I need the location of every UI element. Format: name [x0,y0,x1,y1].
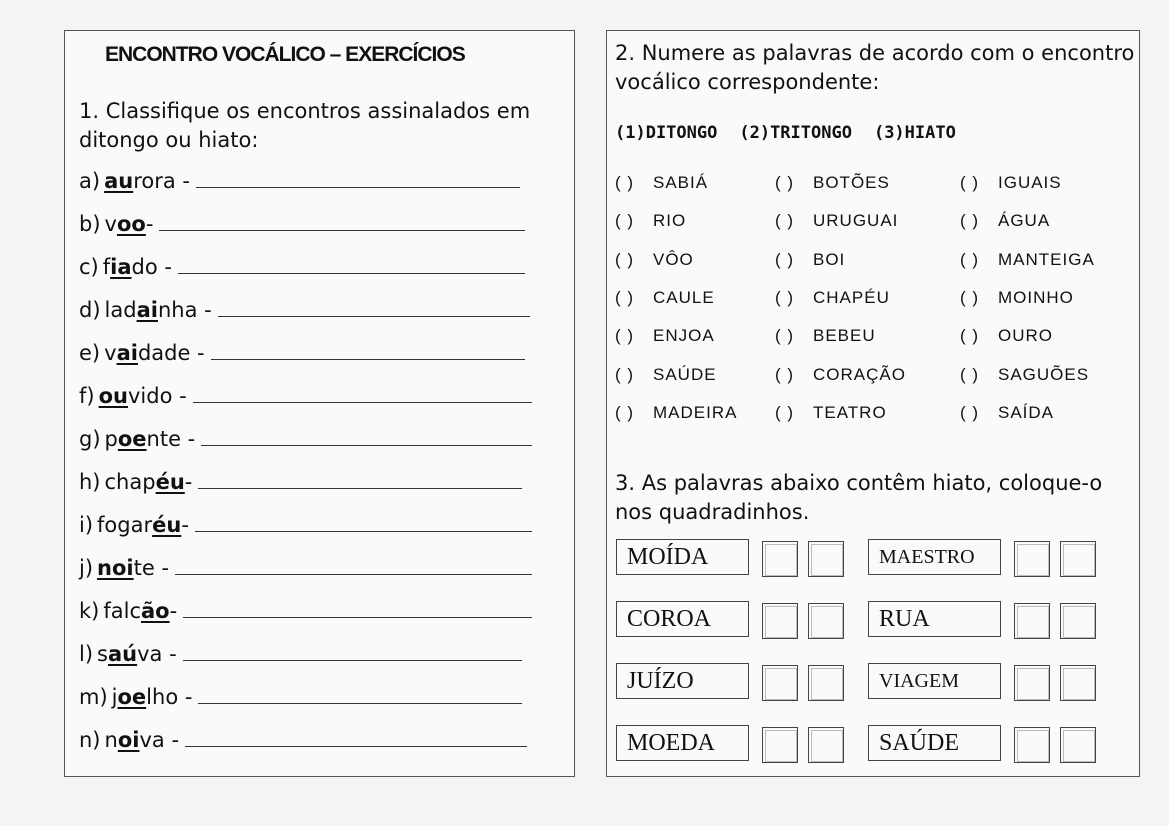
worksheet-title: ENCONTRO VOCÁLICO – EXERCÍCIOS [105,43,465,66]
hiato-word-box: MAESTRO [868,539,1001,575]
number-slot[interactable]: ( ) [960,326,980,346]
hiato-word-box: VIAGEM [868,663,1001,699]
highlighted-encounter: oi [117,728,140,752]
exercise-item [79,298,530,322]
grid-word-item [615,250,694,270]
item-label: m) [79,685,108,709]
answer-line[interactable] [183,616,532,618]
grid-word: IGUAIS [998,173,1062,192]
grid-word-item [615,365,717,385]
grid-word-item [960,288,1074,308]
grid-word-item [960,250,1095,270]
grid-word: CORAÇÃO [813,364,906,384]
word-suffix: dade - [137,341,205,365]
answer-square[interactable] [1014,727,1050,763]
item-label: e) [79,341,101,365]
word-prefix: s [97,642,108,666]
word-prefix: lad [104,298,137,322]
grid-word: ENJOA [653,326,715,346]
number-slot[interactable]: ( ) [615,326,635,346]
grid-word-item [615,173,708,193]
legend-ditongo: (1)DITONGO [615,123,718,143]
answer-square[interactable] [1060,727,1096,763]
word-suffix: - [181,513,189,537]
word-suffix: do - [131,255,172,279]
grid-word: SAÍDA [998,402,1055,422]
grid-word: SABIÁ [653,173,709,192]
answer-square[interactable] [1014,665,1050,701]
answer-line[interactable] [193,401,532,403]
grid-word: RIO [653,211,687,231]
number-slot[interactable]: ( ) [615,287,635,307]
grid-word: BOTÕES [813,173,890,192]
grid-word: TEATRO [813,402,887,422]
number-slot[interactable]: ( ) [775,326,795,346]
grid-word-item [615,211,686,231]
answer-square[interactable] [808,603,844,639]
word-prefix: falc [103,599,142,623]
grid-word-item [960,403,1054,423]
legend-hiato: (3)HIATO [873,123,956,143]
item-label: l) [79,642,94,666]
highlighted-encounter: au [104,169,134,193]
item-label: k) [79,599,100,623]
grid-word: ÁGUA [998,211,1051,231]
number-slot[interactable]: ( ) [615,173,635,192]
number-slot[interactable]: ( ) [960,249,980,269]
word-prefix: fogar [97,513,153,537]
grid-word: SAÚDE [653,364,717,384]
number-slot[interactable]: ( ) [775,211,795,231]
grid-word: CAULE [653,287,715,307]
word-suffix: lho - [146,685,193,709]
item-label: c) [79,255,99,279]
answer-square[interactable] [1014,541,1050,577]
exercise-item [79,427,532,451]
item-label: j) [79,556,94,580]
exercise-item [79,384,532,408]
grid-word: SAGUÕES [998,364,1090,384]
hiato-word-box: SAÚDE [868,725,1001,761]
grid-word: BEBEU [813,326,876,346]
word-suffix: nha - [157,298,212,322]
word-suffix: rora - [133,169,190,193]
word-suffix: - [145,212,154,236]
legend-tritongo: (2)TRITONGO [739,123,852,143]
hiato-word-box: RUA [868,601,1001,637]
question-3: 3. As palavras abaixo contêm hiato, coloque-o nos quadradinhos. [615,471,1103,524]
number-slot[interactable]: ( ) [775,287,795,307]
answer-square[interactable] [808,541,844,577]
hiato-word-box: JUÍZO [616,663,749,699]
highlighted-encounter: oe [117,427,147,451]
exercise-item [79,212,525,236]
question-1: 1. Classifique os encontros assinalados em ditongo ou hiato: [79,99,531,152]
number-slot[interactable]: ( ) [775,249,795,269]
item-label: i) [79,513,94,537]
word-suffix: te - [133,556,170,580]
number-slot[interactable]: ( ) [960,173,980,192]
item-label: g) [79,427,101,451]
answer-square[interactable] [762,665,798,701]
left-worksheet-panel [64,30,575,777]
answer-line[interactable] [198,702,522,704]
answer-line[interactable] [201,444,532,446]
answer-square[interactable] [1060,541,1096,577]
highlighted-encounter: éu [152,513,182,537]
number-slot[interactable]: ( ) [960,402,980,422]
item-label: n) [79,728,101,752]
item-label: d) [79,298,101,322]
grid-word-item [615,403,737,423]
word-prefix: v [104,212,117,236]
answer-square[interactable] [1060,665,1096,701]
grid-word: OURO [998,326,1053,346]
word-suffix: va - [137,642,177,666]
number-slot[interactable]: ( ) [615,211,635,231]
answer-square[interactable] [1060,603,1096,639]
highlighted-encounter: oo [116,212,146,236]
grid-word-item [960,211,1050,231]
question-2: 2. Numere as palavras de acordo com o encontro vocálico correspondente: [615,41,1135,94]
grid-word: VÔO [653,249,694,269]
answer-square[interactable] [762,727,798,763]
highlighted-encounter: éu [155,470,185,494]
number-slot[interactable]: ( ) [775,173,795,192]
answer-line[interactable] [195,530,532,532]
exercise-item [79,642,522,666]
highlighted-encounter: ai [136,298,158,322]
answer-line[interactable] [196,186,520,188]
number-slot[interactable]: ( ) [615,402,635,422]
exercise-item [79,599,532,623]
hiato-word-box: MOÍDA [616,539,749,575]
highlighted-encounter: ia [110,255,132,279]
grid-word: CHAPÉU [813,287,890,307]
grid-word-item [775,173,890,193]
answer-line[interactable] [183,659,522,661]
word-suffix: - [184,470,193,494]
exercise-item [79,513,532,537]
grid-word-item [775,211,898,231]
answer-line[interactable] [159,229,525,231]
highlighted-encounter: ou [98,384,128,408]
answer-line[interactable] [175,573,532,575]
grid-word-item [775,365,906,385]
answer-line[interactable] [211,358,525,360]
hiato-word-box: COROA [616,601,749,637]
grid-word-item [775,326,876,346]
exercise-item [79,169,520,193]
grid-word: MOINHO [998,287,1074,307]
number-slot[interactable]: ( ) [615,364,635,384]
word-prefix: v [104,341,117,365]
grid-word-item [960,173,1062,193]
grid-word-item [775,288,890,308]
word-prefix: j [111,685,118,709]
number-slot[interactable]: ( ) [775,364,795,384]
highlighted-encounter: aú [107,642,138,666]
answer-square[interactable] [808,665,844,701]
answer-square[interactable] [808,727,844,763]
word-prefix: n [104,728,118,752]
number-slot[interactable]: ( ) [960,287,980,307]
exercise-item [79,470,522,494]
word-suffix: va - [139,728,180,752]
grid-word-item [960,326,1053,346]
word-suffix: - [169,599,178,623]
grid-word-item [775,403,887,423]
exercise-item [79,685,522,709]
grid-word-item [615,326,715,346]
number-slot[interactable]: ( ) [960,211,980,231]
answer-square[interactable] [762,541,798,577]
grid-word: URUGUAI [813,211,899,231]
item-label: b) [79,212,101,236]
item-label: f) [79,384,95,408]
number-slot[interactable]: ( ) [960,364,980,384]
exercise-item [79,556,532,580]
grid-word: BOI [813,249,846,269]
number-slot[interactable]: ( ) [775,402,795,422]
answer-line[interactable] [185,745,527,747]
hiato-word-box: MOEDA [616,725,749,761]
grid-word-item [775,250,845,270]
word-suffix: nte - [146,427,196,451]
item-label: a) [79,169,101,193]
right-worksheet-panel [606,30,1140,777]
highlighted-encounter: noi [97,556,134,580]
grid-word: MANTEIGA [998,249,1095,269]
grid-word-item [615,288,715,308]
number-slot[interactable]: ( ) [615,249,635,269]
answer-line[interactable] [218,315,530,317]
highlighted-encounter: ai [116,341,138,365]
grid-word-item [960,365,1089,385]
item-label: h) [79,470,101,494]
legend [615,123,978,143]
word-prefix: f [102,255,111,279]
answer-square[interactable] [1014,603,1050,639]
exercise-item [79,255,525,279]
answer-line[interactable] [178,272,525,274]
word-prefix: chap [104,470,156,494]
highlighted-encounter: oe [117,685,147,709]
highlighted-encounter: ão [141,599,170,623]
word-suffix: vido - [127,384,187,408]
exercise-item [79,728,527,752]
grid-word: MADEIRA [653,402,738,422]
answer-square[interactable] [762,603,798,639]
answer-line[interactable] [198,487,522,489]
exercise-item [79,341,525,365]
word-prefix: p [104,427,118,451]
